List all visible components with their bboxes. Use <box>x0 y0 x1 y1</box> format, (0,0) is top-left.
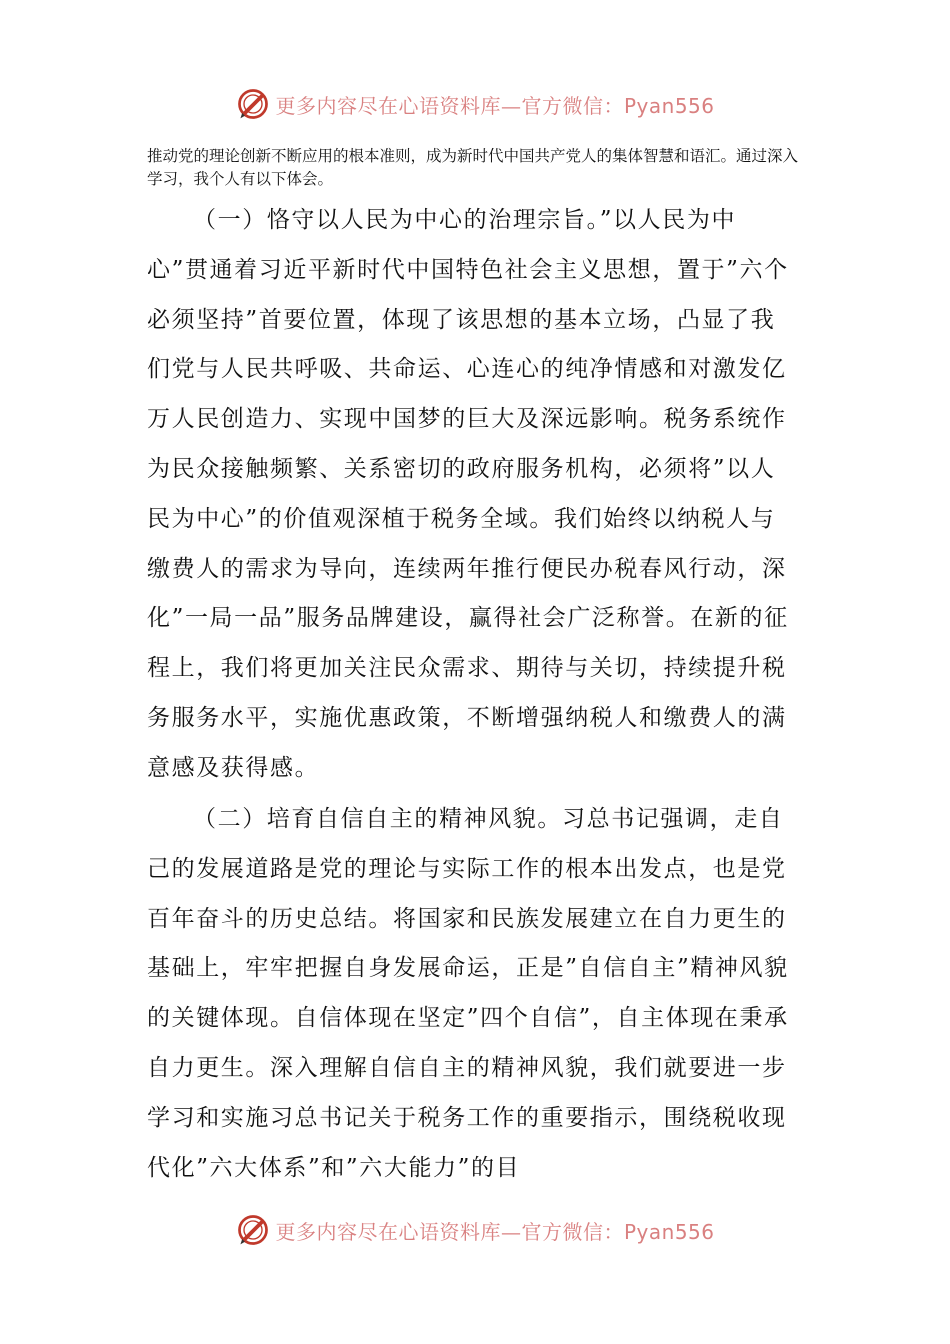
paragraph-self-confidence: （二）培育自信自主的精神风貌。习总书记强调，走自己的发展道路是党的理论与实际工作的根本出发点，也是党百年奋斗的历史总结。将国家和民族发展建立在自力更生的基础上，牢牢把握自身发展命运，正是”自信自主”精神风貌的关键体现。自信体现在坚定”四个自信”，自主体现在秉承自力更生。深入理解自信自主的精神风貌，我们就要进一步学习和实施习总书记关于税务工作的重要指示，围绕税收现代化”六大体系”和”六大能力”的目 <box>147 806 789 1181</box>
pen-circle-logo-icon <box>235 86 271 122</box>
pen-circle-logo-icon <box>235 1212 271 1248</box>
banner-text: 更多内容尽在心语资料库—官方微信：Pyan556 <box>275 93 715 118</box>
wechat-id: Pyan556 <box>623 1219 715 1244</box>
footer-banner <box>0 1210 950 1250</box>
header-banner <box>0 84 950 124</box>
wechat-id: Pyan556 <box>623 93 715 118</box>
intro-text: 推动党的理论创新不断应用的根本准则，成为新时代中国共产党人的集体智慧和语汇。通过深入学习，我个人有以下体会。 <box>147 147 799 188</box>
banner-text: 更多内容尽在心语资料库—官方微信：Pyan556 <box>275 1219 715 1244</box>
paragraph-people-centered: （一）恪守以人民为中心的治理宗旨。”以人民为中心”贯通着习近平新时代中国特色社会主义思想，置于”六个必须坚持”首要位置，体现了该思想的基本立场，凸显了我们党与人民共呼吸、共命运、心连心的纯净情感和对激发亿万人民创造力、实现中国梦的巨大及深远影响。税务系统作为民众接触频繁、关系密切的政府服务机构，必须将”以人民为中心”的价值观深植于税务全域。我们始终以纳税人与缴费人的需求为导向，连续两年推行便民办税春风行动，深化”一局一品”服务品牌建设，赢得社会广泛称誉。在新的征程上，我们将更加关注民众需求、期待与关切，持续提升税务服务水平，实施优惠政策，不断增强纳税人和缴费人的满意感及获得感。 <box>147 207 789 781</box>
